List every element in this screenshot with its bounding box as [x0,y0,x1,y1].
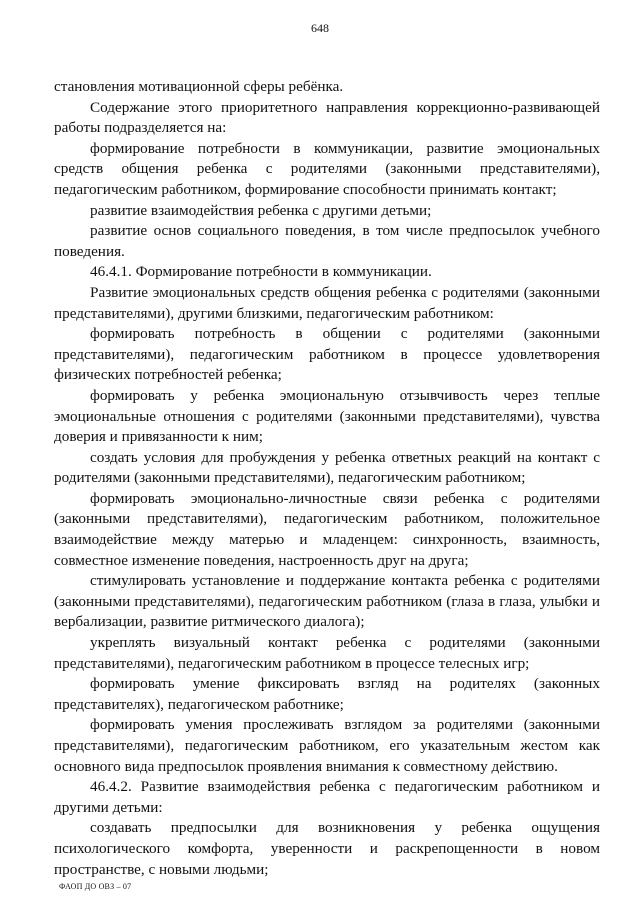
paragraph: развитие взаимодействия ребенка с другими детьми; [90,201,432,219]
paragraph: формировать у ребенка эмоциональную отзывчивость через теплые эмоциональные отношения с родителями (законными представителями), чувства доверия и привязанности к ним; [54,386,600,446]
footer-label: ФАОП ДО ОВЗ – 07 [59,882,132,891]
paragraph: создать условия для пробуждения у ребенка ответных реакций на контакт с родителями (законными представителями), педагогическим работником; [54,448,600,487]
paragraph: формирование потребности в коммуникации, развитие эмоциональных средств общения ребенка с родителями (законными представителями), педагогическим работником, формирование способности принимать контакт; [54,139,600,198]
paragraph: Содержание этого приоритетного направления коррекционно-развивающей работы подразделяется на: [54,98,600,137]
paragraph: Развитие эмоциональных средств общения ребенка с родителями (законными представителями), другими близкими, педагогическим работником: [54,283,600,322]
paragraph: стимулировать установление и поддержание контакта ребенка с родителями (законными представителями), педагогическим работником (глаза в глаза, улыбки и вербализации, развитие ритмического диалога); [54,572,600,631]
paragraph: формировать умения прослеживать взглядом за родителями (законными представителями), педагогическим работником, его указательным жестом как основного вида предпосылок проявления внимания к совместному действию. [54,716,600,775]
document-body [54,77,600,880]
paragraph: 46.4.2. Развитие взаимодействия ребенка с педагогическим работником и другими детьми: [54,778,600,816]
paragraph: формировать эмоционально-личностные связи ребенка с родителями (законными представителями), педагогическим работником, положительное взаимодействие между матерью и младенцем: синхронность, взаимность, совместное изменение поведения, настроенность друг на друга; [54,489,600,569]
paragraph: формировать потребность в общении с родителями (законными представителями), педагогическим работником в процессе удовлетворения физических потребностей ребенка; [54,325,600,384]
paragraph: создавать предпосылки для возникновения у ребенка ощущения психологического комфорта, уверенности и раскрепощенности в новом пространстве, с новыми людьми; [54,819,600,878]
paragraph: 46.4.1. Формирование потребности в коммуникации. [90,263,432,281]
page-number: 648 [311,21,329,35]
paragraph: укреплять визуальный контакт ребенка с родителями (законными представителями), педагогическим работником в процессе телесных игр; [54,634,600,672]
paragraph: развитие основ социального поведения, в том числе предпосылок учебного поведения. [54,222,600,260]
paragraph: формировать умение фиксировать взгляд на родителях (законных представителях), педагогическом работнике; [54,675,600,713]
paragraph: становления мотивационной сферы ребёнка. [54,78,344,95]
